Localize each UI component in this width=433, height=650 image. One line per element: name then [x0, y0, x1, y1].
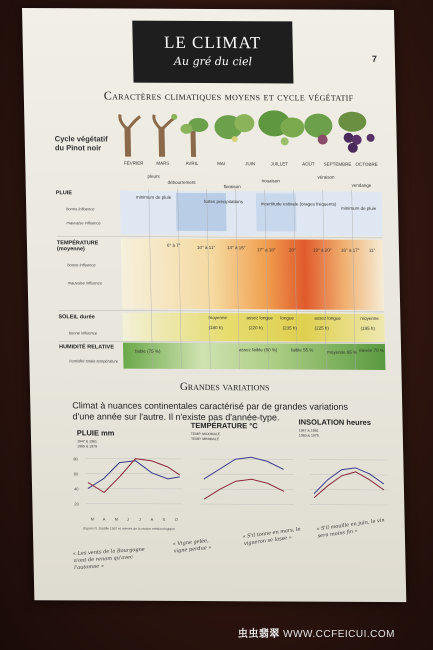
vine-cycle-illustration	[116, 107, 382, 160]
chart-title-temperature: TEMPÉRATURE °C	[190, 420, 258, 431]
sun-cell: assez longue	[246, 315, 273, 321]
budding-vine-icon	[154, 114, 178, 157]
temp-cell: 11°	[368, 247, 376, 253]
rain-mini-chart	[73, 456, 182, 507]
month-label: AOÛT	[302, 161, 315, 167]
stage-label: vendange	[351, 182, 372, 188]
rain-cell: fortes précipitations	[203, 198, 244, 205]
temp-cell: 6° à 7°	[166, 242, 181, 248]
chart-legend: 1947 & 1961	[77, 439, 97, 444]
humidity-cell: assez faible (60 %)	[239, 347, 278, 353]
sun-hours: (225 h)	[314, 325, 329, 331]
sun-cell: longue	[280, 315, 294, 321]
temp-cell: 16° à 17°	[340, 247, 360, 253]
chart-legend: TEMP. MINIMALE	[190, 436, 220, 442]
sun-hours: (220 h)	[248, 325, 263, 331]
cycle-label: Cycle végétatif du Pinot noir	[54, 134, 108, 153]
climate-poster	[22, 8, 406, 602]
humidity-cell: faible (75 %)	[135, 348, 161, 354]
grape-cluster-icon	[338, 112, 375, 153]
sun-hours: (235 h)	[282, 325, 297, 331]
row-sub-good: bonne influence	[66, 206, 95, 212]
row-sub-humidity: humidité totale température	[69, 358, 119, 364]
y-tick: 80	[73, 456, 78, 462]
section-title-climate: Caractères climatiques moyens et cycle végétatif	[103, 88, 354, 104]
axis-month: A	[150, 516, 154, 522]
climate-table	[56, 188, 388, 380]
axis-month: M	[114, 516, 119, 522]
leaf-vine-icon	[180, 118, 209, 157]
row-sub-good: bonne influence	[68, 330, 98, 336]
temp-cell: 20°	[288, 247, 296, 253]
temp-cell: 17° à 18°	[256, 247, 276, 253]
flowering-vine-icon	[214, 114, 255, 142]
chart-legend: 1965 & 1979	[77, 444, 98, 449]
stage-label: véraison	[317, 174, 335, 180]
axis-month: S	[162, 516, 166, 522]
month-label: OCTOBRE	[355, 161, 378, 167]
sun-cell: moyenne	[208, 315, 227, 321]
veraison-vine-icon	[304, 114, 333, 145]
section-title-variations: Grandes variations	[179, 380, 270, 394]
row-label-rain: PLUIE	[55, 190, 73, 197]
proverb: « Les vents de la Bourgogne n'ont de renom qu'avec l'automne »	[72, 546, 146, 572]
watermark-chinese: 虫虫翡翠	[237, 629, 280, 640]
rain-cell: incertitude estivale (orages fréquents)	[260, 201, 337, 207]
month-label: AVRIL	[185, 160, 199, 166]
row-sub-good: bonne influence	[67, 262, 96, 268]
chart-title-rain: PLUIE mm	[76, 428, 115, 438]
sun-hours: (180 h)	[208, 325, 223, 331]
y-tick: 20	[74, 501, 79, 507]
month-label: JUIN	[245, 161, 256, 167]
temperature-mini-chart	[199, 457, 294, 505]
rain-cell: minimum de pluie	[341, 205, 377, 211]
proverb: « S'il mouille en juin, le vin sera moins fin »	[316, 517, 386, 540]
temp-cell: 10° à 11°	[196, 244, 216, 251]
axis-month: J	[126, 516, 129, 522]
sun-cell: moyenne	[360, 315, 379, 321]
chart-legend: 1965 & 1979	[298, 433, 319, 438]
stage-label: pleurs	[147, 173, 160, 179]
month-axis	[91, 516, 178, 521]
temp-cell: 14° à 15°	[226, 245, 246, 251]
axis-month: O	[174, 516, 178, 522]
chart-legend: 1947 & 1961	[298, 428, 319, 433]
sun-cell: assez longue	[314, 315, 341, 321]
watermark	[238, 625, 395, 640]
watermark-url: WWW.CCFEICUI.COM	[283, 629, 395, 640]
axis-month: A	[102, 516, 106, 522]
rain-cell: minimum de pluie	[135, 194, 172, 200]
month-label: SEPTEMBRE	[323, 161, 352, 167]
stage-label: nouaison	[261, 178, 280, 184]
month-label: FÉVRIER	[123, 160, 144, 166]
y-tick: 60	[73, 471, 79, 477]
fruit-set-vine-icon	[258, 110, 305, 145]
humidity-cell: élevée 70 %	[359, 347, 384, 353]
row-label-temperature: TEMPÉRATURE (moyenne)	[56, 240, 99, 253]
row-sub-bad: mauvaise influence	[66, 220, 101, 226]
banner-subtitle: Au gré du ciel	[173, 54, 253, 69]
humidity-cell: moyenne 65 %	[327, 349, 358, 355]
proverb: « S'il tonne en mars, le vigneron se lasse »	[242, 526, 301, 548]
title-banner	[132, 21, 293, 84]
humidity-cell: faible 55 %	[291, 347, 314, 353]
page-number: 7	[371, 53, 378, 64]
row-label-sun: SOLEIL durée	[58, 314, 95, 321]
axis-month: M	[90, 516, 95, 522]
axis-month: J	[138, 516, 141, 522]
sunshine-mini-chart	[309, 460, 388, 505]
banner-title: LE CLIMAT	[163, 32, 262, 53]
month-label: MAI	[217, 161, 226, 167]
stage-label: débourrement	[167, 179, 196, 185]
y-tick: 40	[74, 486, 79, 492]
chart-legend: TEMP. MAXIMALE	[190, 431, 221, 437]
month-label: MARS	[156, 160, 170, 166]
proverb: « Vigne gelée, vigne perdue »	[172, 537, 212, 555]
temp-cell: 19° à 20°	[312, 247, 332, 253]
month-label: JUILLET	[270, 161, 289, 167]
variations-text: Climat à nuances continentales caractérisé par de grandes variations d'une année sur l'autre. Il n'existe pas d'année-type.	[72, 400, 349, 423]
month-header	[119, 161, 381, 167]
stage-label: floraison	[223, 184, 241, 190]
row-label-humidity: HUMIDITÉ RELATIVE	[59, 344, 115, 351]
row-sub-bad: mauvaise influence	[67, 280, 103, 286]
sun-hours: (195 h)	[360, 325, 375, 331]
chart-title-sunshine: INSOLATION heures	[298, 417, 372, 427]
dormant-vine-icon	[120, 115, 141, 157]
source-credit: d'après R. Gadille 1967 et relevés de la station météorologique	[82, 526, 175, 531]
